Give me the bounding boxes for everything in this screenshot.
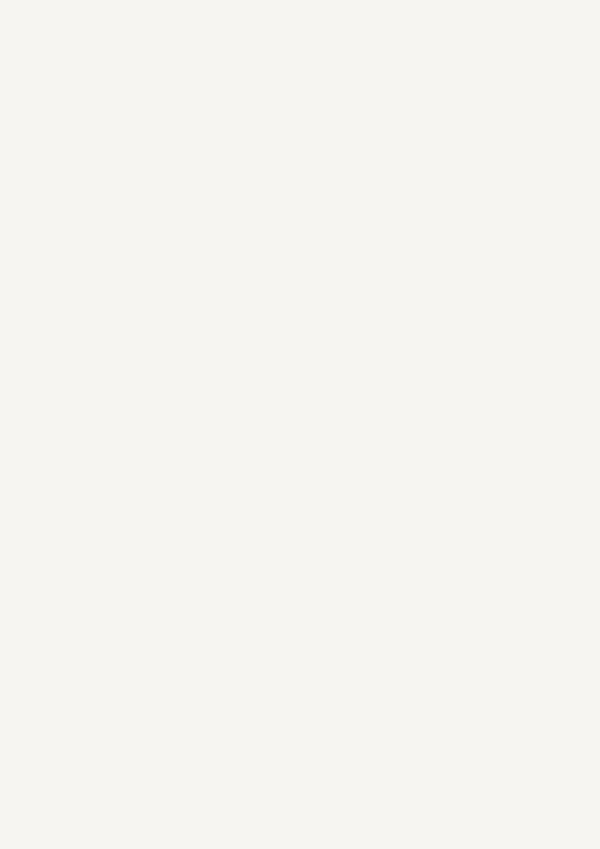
- page-header: [0, 34, 600, 54]
